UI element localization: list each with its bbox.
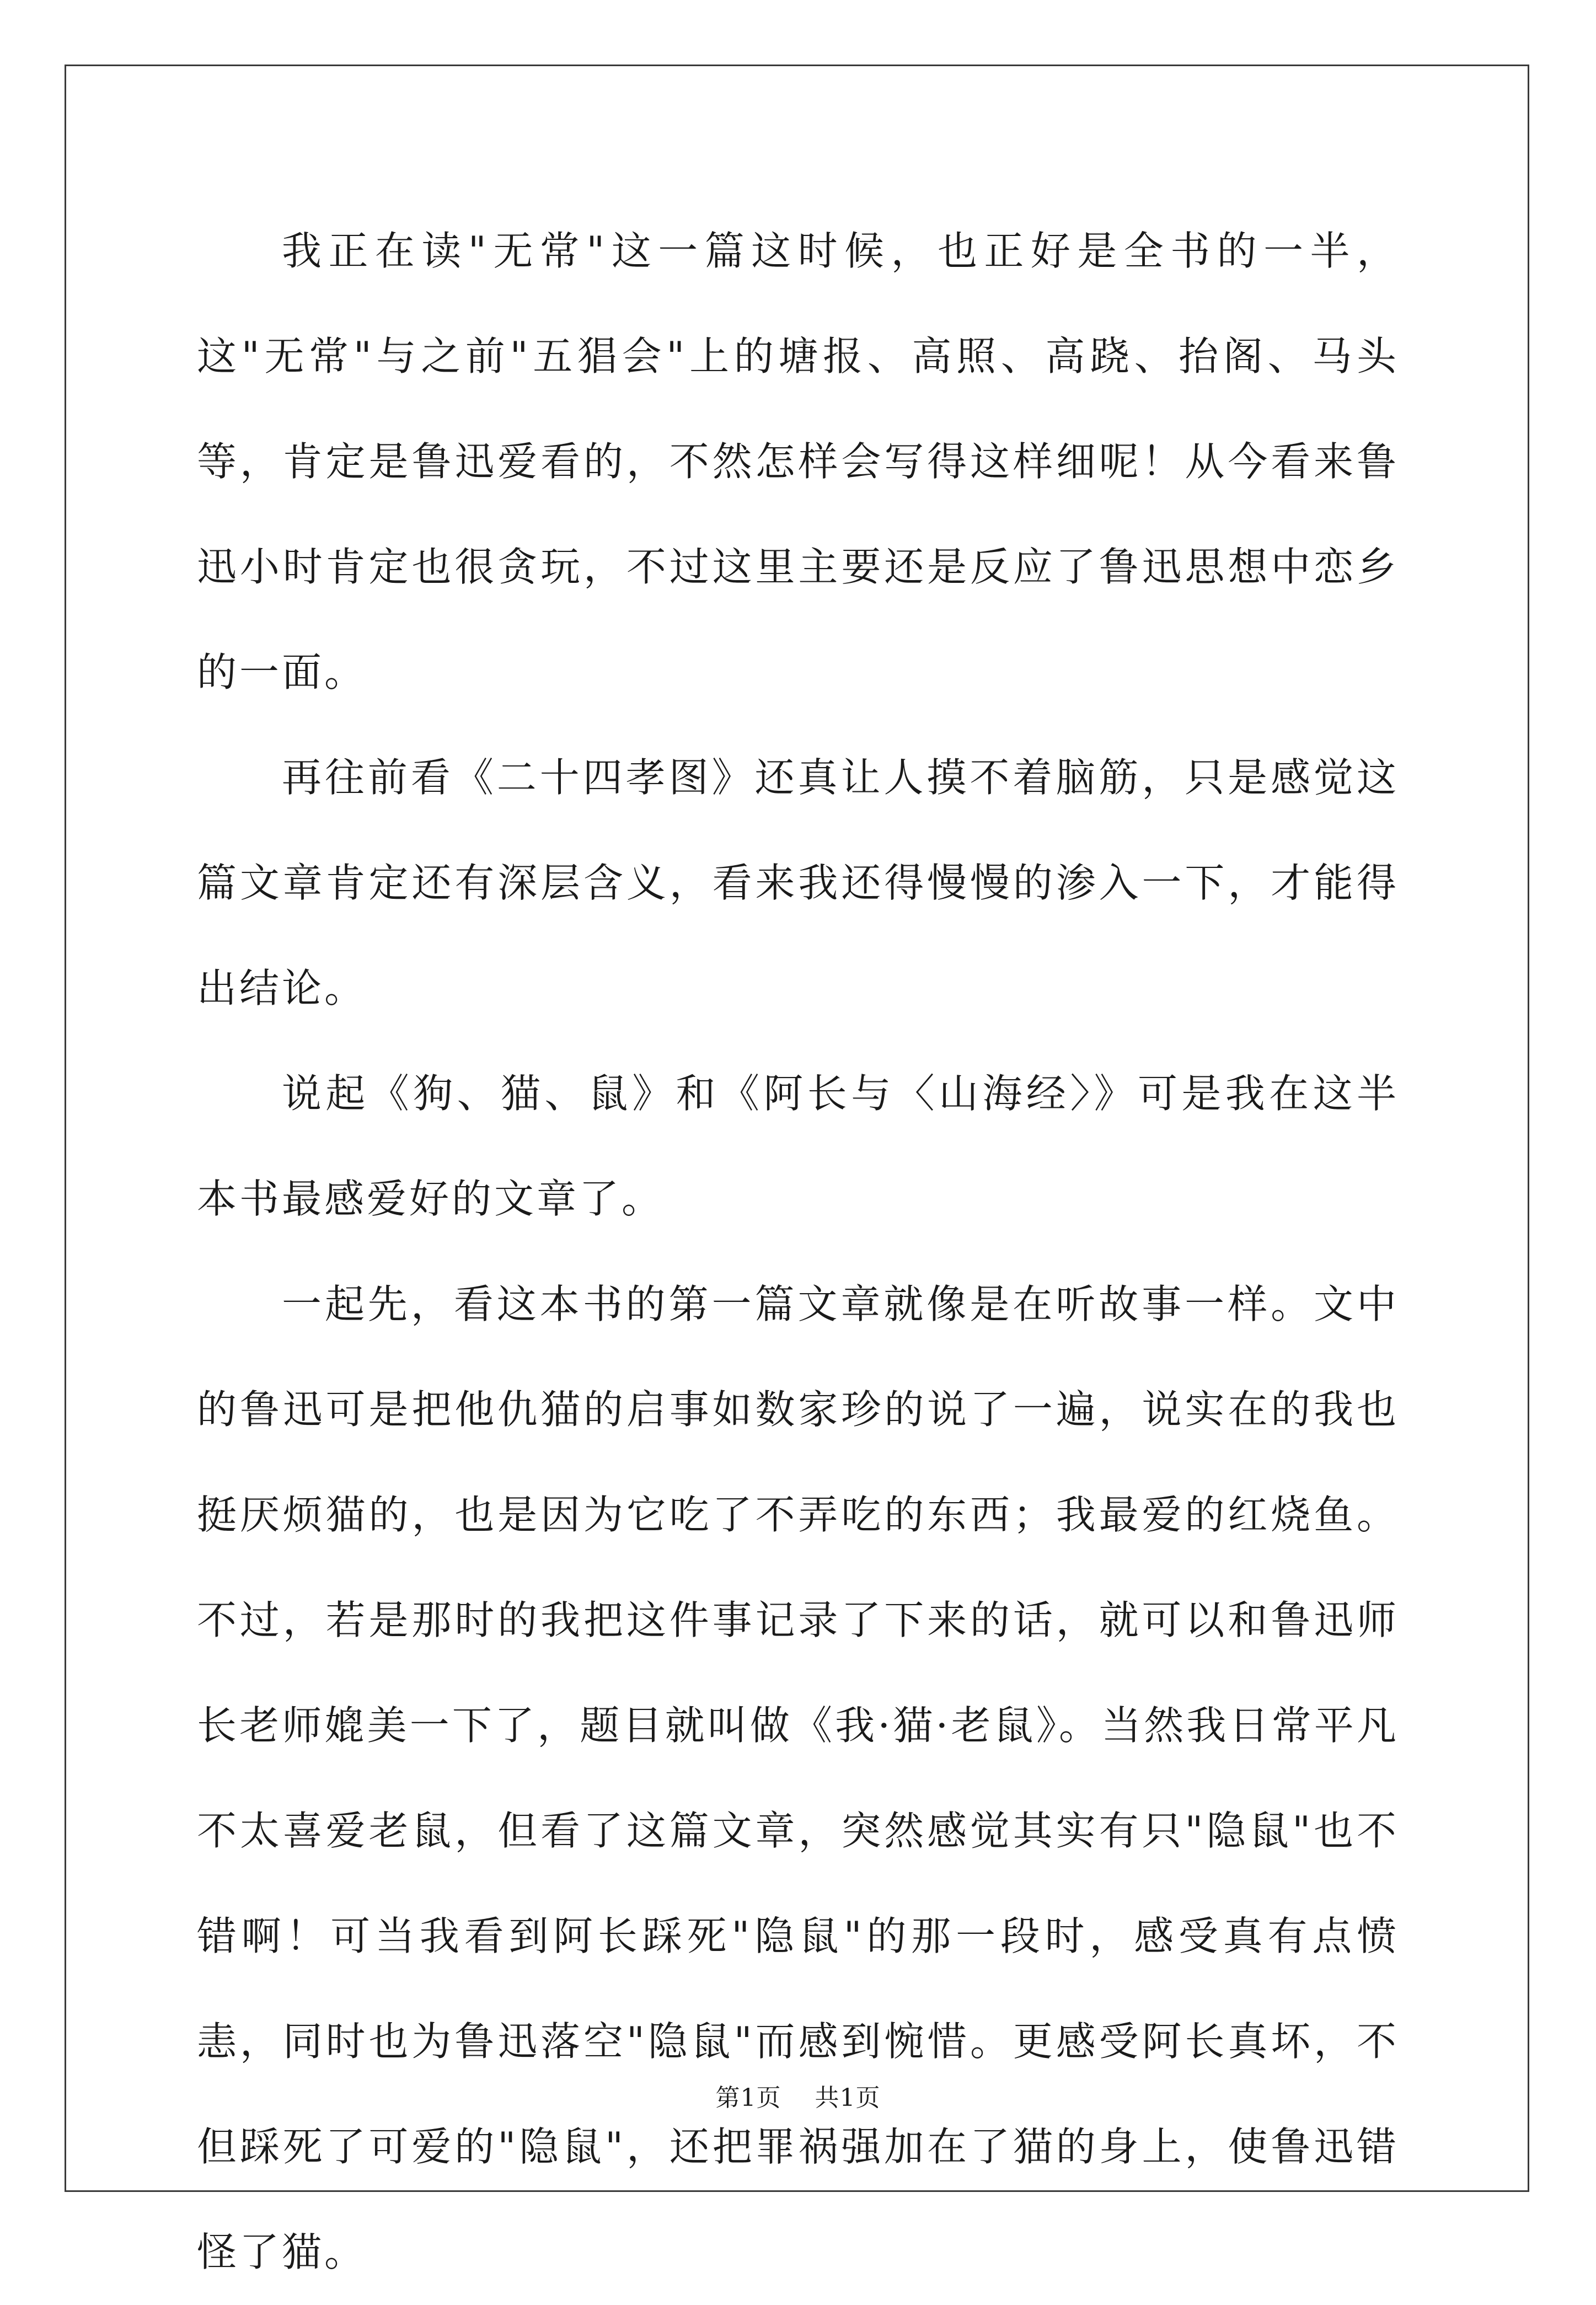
page-footer — [0, 2078, 1596, 2113]
page-count: 共1页 — [815, 2084, 881, 2112]
document-body — [197, 199, 1399, 2305]
paragraph-3: 说起《狗、猫、鼠》和《阿长与〈山海经〉》可是我在这半本书最感爱好的文章了。 — [197, 1070, 1399, 1222]
paragraph-4: 一起先，看这本书的第一篇文章就像是在听故事一样。文中的鲁迅可是把他仇猫的启事如数家珍的说了一遍，说实在的我也挺厌烦猫的，也是因为它吃了不弄吃的东西；我最爱的红烧鱼。不过，若是那时的我把这件事记录了下来的话，就可以和鲁迅师长老师媲美一下了，题目就叫做《我·猫·老鼠》。当然我日常平凡不太喜爱老鼠，但看了这篇文章，突然感觉其实有只"隐鼠"也不错啊！可当我看到阿长踩死"隐鼠"的那一段时，感受真有点愤恚，同时也为鲁迅落空"隐鼠"而感到惋惜。更感受阿长真坏，不但踩死了可爱的"隐鼠"，还把罪祸强加在了猫的身上，使鲁迅错怪了猫。 — [197, 1281, 1399, 2275]
paragraph-1: 我正在读"无常"这一篇这时候，也正好是全书的一半，这"无常"与之前"五猖会"上的塘报、高照、高跷、抬阁、马头等，肯定是鲁迅爱看的，不然怎样会写得这样细呢！从今看来鲁迅小时肯定也很贪玩，不过这里主要还是反应了鲁迅思想中恋乡的一面。 — [197, 228, 1399, 695]
page-number: 第1页 — [715, 2084, 781, 2112]
paragraph-2: 再往前看《二十四孝图》还真让人摸不着脑筋，只是感觉这篇文章肯定还有深层含义，看来我还得慢慢的渗入一下，才能得出结论。 — [197, 754, 1399, 1011]
